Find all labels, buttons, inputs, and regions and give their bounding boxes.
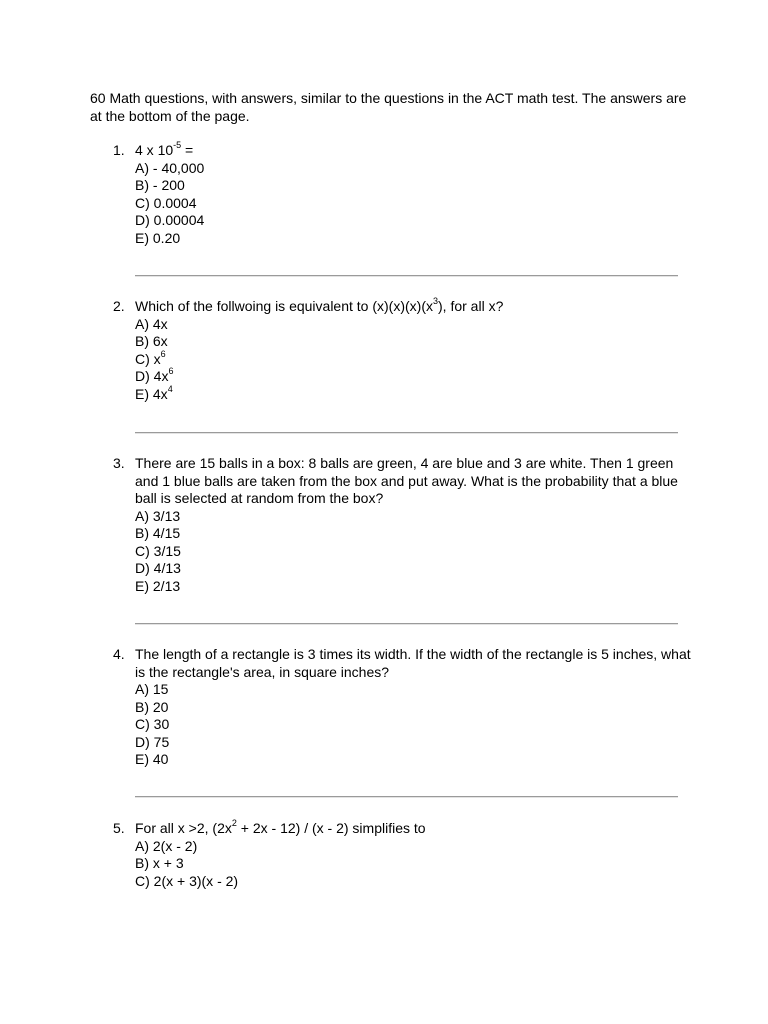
option-c: C) 0.0004	[135, 194, 197, 211]
separator-line	[135, 623, 678, 625]
option-a: A) 3/13	[135, 507, 181, 524]
question-body	[135, 142, 695, 247]
option-b: B) 6x	[135, 333, 168, 349]
question-number: 1.	[113, 142, 125, 158]
question-text: For all x >2, $(2x^2 + 2x - 12) / (x - 2)$ simplifies to	[135, 818, 426, 836]
option-e: E) 0.20	[135, 229, 181, 246]
question-text: 4 x $10^{-5}$ =	[135, 140, 194, 158]
question-text: The length of a rectangle is 3 times its width. If the width of the rectangle is 5 inches, what is the rectangle's area, in square inches?	[135, 646, 691, 680]
question-body	[135, 646, 695, 769]
option-b: B) 20	[135, 698, 169, 715]
option-d: D) 75	[135, 733, 170, 750]
option-b: B) - 200	[135, 177, 185, 193]
question-text: Which of the follwoing is equivalent to $(x)(x)(x)(x^3)$, for all x?	[135, 296, 504, 314]
option-a: A) 4x	[135, 315, 168, 332]
question-number: 3.	[113, 455, 125, 471]
option-c: C) 2(x + 3)(x - 2)	[135, 872, 239, 889]
question-number: 4.	[113, 646, 125, 662]
separator-line	[135, 275, 678, 277]
separator-line	[135, 796, 678, 798]
option-a: A) 2(x - 2)	[135, 837, 198, 854]
option-c: C) 3/15	[135, 542, 181, 559]
question-body	[135, 455, 695, 595]
option-b: B) 4/15	[135, 525, 181, 541]
question-number: 5.	[113, 820, 125, 836]
option-a: A) - 40,000	[135, 159, 205, 176]
option-d: D) 0.00004	[135, 212, 205, 228]
option-a: A) 15	[135, 681, 169, 697]
option-c: C) 30	[135, 716, 170, 732]
question-body	[135, 820, 695, 890]
option-d: D) $4x^6$	[135, 366, 174, 384]
option-c: C) $x^6$	[135, 348, 166, 367]
option-e: E) $4x^4$	[135, 383, 173, 402]
question-text: There are 15 balls in a box: 8 balls are green, 4 are blue and 3 are white. Then 1 green and 1 blue balls are taken from the box and put away. What is the probability that a blue ball is selected at random from the box?	[135, 455, 678, 506]
question-body	[135, 298, 695, 403]
separator-line	[135, 432, 678, 434]
option-b: B) x + 3	[135, 855, 184, 871]
question-number: 2.	[113, 298, 125, 314]
option-d: D) 4/13	[135, 560, 181, 576]
intro-paragraph: 60 Math questions, with answers, similar to the questions in the ACT math test. The answers are at the bottom of the page.	[90, 90, 687, 124]
option-e: E) 40	[135, 751, 169, 767]
option-e: E) 2/13	[135, 577, 181, 594]
